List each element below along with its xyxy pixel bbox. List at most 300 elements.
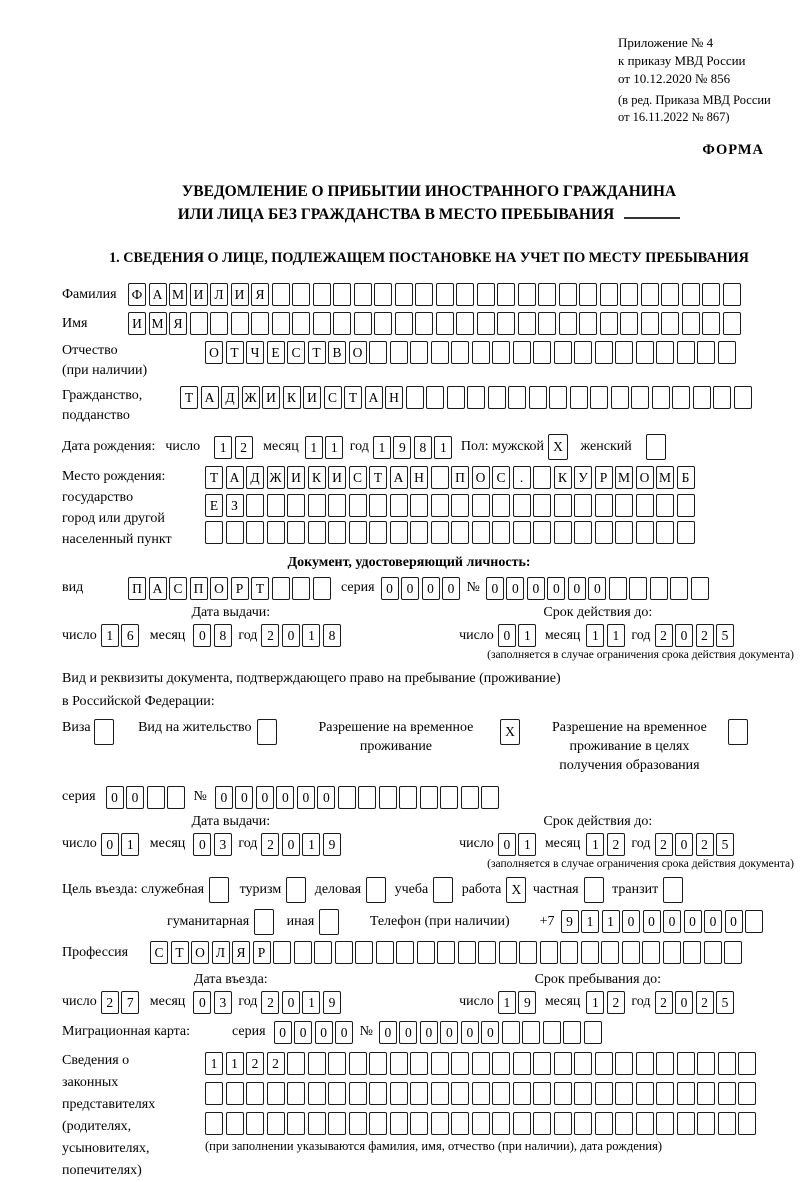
char-box[interactable] (697, 1112, 715, 1135)
char-box[interactable] (287, 1082, 305, 1105)
char-box[interactable]: С (287, 341, 305, 364)
char-box[interactable]: 0 (622, 910, 640, 933)
char-box[interactable] (354, 283, 372, 306)
char-box[interactable] (492, 1082, 510, 1105)
char-box[interactable]: 1 (602, 910, 620, 933)
char-box[interactable] (513, 521, 531, 544)
char-box[interactable] (390, 341, 408, 364)
char-box[interactable]: 0 (294, 1021, 312, 1044)
char-box[interactable] (205, 521, 223, 544)
char-box[interactable] (287, 1052, 305, 1075)
char-box[interactable] (415, 283, 433, 306)
char-box[interactable]: 0 (381, 577, 399, 600)
char-box[interactable]: Б (677, 466, 695, 489)
char-box[interactable] (308, 1082, 326, 1105)
char-box[interactable] (650, 577, 668, 600)
char-box[interactable] (615, 494, 633, 517)
char-box[interactable] (308, 1112, 326, 1135)
char-box[interactable] (436, 283, 454, 306)
char-box[interactable]: 0 (498, 624, 516, 647)
char-box[interactable]: 1 (434, 436, 452, 459)
char-box[interactable] (595, 1112, 613, 1135)
char-box[interactable] (433, 877, 453, 903)
char-box[interactable] (456, 283, 474, 306)
char-box[interactable] (570, 386, 588, 409)
char-box[interactable] (431, 466, 449, 489)
char-box[interactable] (410, 1052, 428, 1075)
char-box[interactable] (533, 1052, 551, 1075)
char-box[interactable] (410, 341, 428, 364)
char-box[interactable]: Т (226, 341, 244, 364)
char-box[interactable]: 0 (547, 577, 565, 600)
char-box[interactable]: 0 (215, 786, 233, 809)
char-box[interactable] (94, 719, 114, 745)
char-box[interactable]: Т (344, 386, 362, 409)
char-box[interactable] (661, 312, 679, 335)
char-box[interactable] (652, 386, 670, 409)
char-box[interactable] (472, 341, 490, 364)
char-box[interactable]: 5 (716, 624, 734, 647)
char-box[interactable] (451, 1112, 469, 1135)
char-box[interactable] (492, 1052, 510, 1075)
char-box[interactable] (472, 494, 490, 517)
char-box[interactable]: 0 (317, 786, 335, 809)
char-box[interactable] (693, 386, 711, 409)
char-box[interactable] (349, 1082, 367, 1105)
char-box[interactable]: 0 (401, 577, 419, 600)
char-box[interactable] (677, 1112, 695, 1135)
char-box[interactable] (477, 283, 495, 306)
char-box[interactable] (328, 1082, 346, 1105)
char-box[interactable]: 6 (121, 624, 139, 647)
char-box[interactable] (355, 941, 373, 964)
char-box[interactable] (431, 341, 449, 364)
char-box[interactable]: 0 (101, 833, 119, 856)
char-box[interactable]: Я (169, 312, 187, 335)
char-box[interactable] (451, 1052, 469, 1075)
char-box[interactable] (745, 910, 763, 933)
char-box[interactable] (682, 312, 700, 335)
char-box[interactable]: 0 (481, 1021, 499, 1044)
char-box[interactable]: 1 (518, 624, 536, 647)
char-box[interactable] (431, 1052, 449, 1075)
char-box[interactable]: 5 (716, 991, 734, 1014)
char-box[interactable]: 0 (399, 1021, 417, 1044)
char-box[interactable] (376, 941, 394, 964)
char-box[interactable] (267, 1112, 285, 1135)
char-box[interactable] (601, 941, 619, 964)
char-box[interactable] (226, 521, 244, 544)
char-box[interactable] (272, 312, 290, 335)
char-box[interactable]: 2 (607, 991, 625, 1014)
char-box[interactable] (286, 877, 306, 903)
char-box[interactable] (574, 1052, 592, 1075)
char-box[interactable]: 0 (335, 1021, 353, 1044)
char-box[interactable] (461, 786, 479, 809)
char-box[interactable]: К (283, 386, 301, 409)
char-box[interactable]: О (205, 341, 223, 364)
char-box[interactable] (697, 341, 715, 364)
char-box[interactable] (333, 283, 351, 306)
char-box[interactable] (636, 494, 654, 517)
char-box[interactable] (622, 941, 640, 964)
char-box[interactable] (395, 283, 413, 306)
char-box[interactable]: В (328, 341, 346, 364)
char-box[interactable] (287, 1112, 305, 1135)
char-box[interactable] (508, 386, 526, 409)
char-box[interactable]: Р (253, 941, 271, 964)
char-box[interactable] (415, 312, 433, 335)
char-box[interactable] (559, 283, 577, 306)
char-box[interactable]: С (150, 941, 168, 964)
char-box[interactable] (488, 386, 506, 409)
char-box[interactable]: 5 (716, 833, 734, 856)
char-box[interactable] (554, 1052, 572, 1075)
char-box[interactable] (467, 386, 485, 409)
char-box[interactable]: 0 (256, 786, 274, 809)
char-box[interactable] (574, 1112, 592, 1135)
char-box[interactable] (670, 577, 688, 600)
char-box[interactable]: 0 (106, 786, 124, 809)
char-box[interactable]: А (365, 386, 383, 409)
char-box[interactable] (209, 877, 229, 903)
char-box[interactable] (518, 283, 536, 306)
char-box[interactable] (529, 386, 547, 409)
char-box[interactable] (677, 341, 695, 364)
char-box[interactable]: Ж (267, 466, 285, 489)
char-box[interactable] (436, 312, 454, 335)
char-box[interactable] (369, 494, 387, 517)
char-box[interactable]: Т (308, 341, 326, 364)
char-box[interactable] (451, 341, 469, 364)
char-box[interactable]: Е (205, 494, 223, 517)
char-box[interactable] (600, 312, 618, 335)
char-box[interactable] (354, 312, 372, 335)
char-box[interactable] (379, 786, 397, 809)
char-box[interactable] (641, 283, 659, 306)
char-box[interactable] (390, 494, 408, 517)
char-box[interactable]: П (451, 466, 469, 489)
char-box[interactable] (533, 466, 551, 489)
char-box[interactable] (656, 1112, 674, 1135)
char-box[interactable] (724, 941, 742, 964)
char-box[interactable] (369, 1112, 387, 1135)
char-box[interactable] (246, 1112, 264, 1135)
char-box[interactable] (406, 386, 424, 409)
char-box[interactable] (369, 1082, 387, 1105)
char-box[interactable]: Т (171, 941, 189, 964)
char-box[interactable] (190, 312, 208, 335)
char-box[interactable] (328, 1112, 346, 1135)
char-box[interactable] (540, 941, 558, 964)
char-box[interactable] (472, 521, 490, 544)
char-box[interactable] (257, 719, 277, 745)
char-box[interactable] (728, 719, 748, 745)
char-box[interactable] (718, 1052, 736, 1075)
char-box[interactable] (477, 312, 495, 335)
char-box[interactable] (313, 312, 331, 335)
char-box[interactable] (636, 1112, 654, 1135)
char-box[interactable] (656, 1052, 674, 1075)
char-box[interactable]: У (574, 466, 592, 489)
char-box[interactable] (287, 494, 305, 517)
char-box[interactable]: 0 (506, 577, 524, 600)
char-box[interactable]: 1 (101, 624, 119, 647)
char-box[interactable] (426, 386, 444, 409)
char-box[interactable] (579, 312, 597, 335)
char-box[interactable]: И (190, 283, 208, 306)
char-box[interactable]: 1 (302, 833, 320, 856)
char-box[interactable] (366, 877, 386, 903)
char-box[interactable] (167, 786, 185, 809)
char-box[interactable] (677, 1082, 695, 1105)
char-box[interactable]: З (226, 494, 244, 517)
char-box[interactable]: М (656, 466, 674, 489)
char-box[interactable] (595, 494, 613, 517)
char-box[interactable] (677, 494, 695, 517)
char-box[interactable] (231, 312, 249, 335)
char-box[interactable]: О (636, 466, 654, 489)
char-box[interactable] (431, 1112, 449, 1135)
char-box[interactable] (734, 386, 752, 409)
char-box[interactable] (636, 341, 654, 364)
char-box[interactable] (369, 1052, 387, 1075)
char-box[interactable]: М (149, 312, 167, 335)
char-box[interactable] (272, 283, 290, 306)
char-box[interactable] (718, 341, 736, 364)
char-box[interactable] (349, 521, 367, 544)
char-box[interactable]: Л (210, 283, 228, 306)
char-box[interactable] (273, 941, 291, 964)
char-box[interactable] (554, 1112, 572, 1135)
char-box[interactable]: X (548, 434, 568, 460)
char-box[interactable]: И (303, 386, 321, 409)
char-box[interactable] (738, 1052, 756, 1075)
char-box[interactable]: А (390, 466, 408, 489)
char-box[interactable]: 1 (121, 833, 139, 856)
char-box[interactable]: С (324, 386, 342, 409)
char-box[interactable]: И (128, 312, 146, 335)
char-box[interactable] (704, 941, 722, 964)
char-box[interactable] (563, 1021, 581, 1044)
char-box[interactable] (472, 1112, 490, 1135)
char-box[interactable] (656, 494, 674, 517)
char-box[interactable] (513, 1112, 531, 1135)
char-box[interactable]: 0 (282, 991, 300, 1014)
char-box[interactable] (328, 1052, 346, 1075)
char-box[interactable] (478, 941, 496, 964)
char-box[interactable]: О (349, 341, 367, 364)
char-box[interactable] (390, 1052, 408, 1075)
char-box[interactable] (399, 786, 417, 809)
char-box[interactable] (410, 521, 428, 544)
char-box[interactable] (267, 494, 285, 517)
char-box[interactable] (554, 521, 572, 544)
char-box[interactable] (584, 1021, 602, 1044)
char-box[interactable] (595, 1082, 613, 1105)
char-box[interactable] (560, 941, 578, 964)
char-box[interactable]: 9 (561, 910, 579, 933)
char-box[interactable] (738, 1082, 756, 1105)
char-box[interactable] (663, 941, 681, 964)
char-box[interactable] (272, 577, 290, 600)
char-box[interactable] (390, 1112, 408, 1135)
char-box[interactable]: Р (595, 466, 613, 489)
char-box[interactable] (677, 1052, 695, 1075)
char-box[interactable] (492, 1112, 510, 1135)
char-box[interactable] (656, 341, 674, 364)
char-box[interactable]: Л (212, 941, 230, 964)
char-box[interactable] (308, 1052, 326, 1075)
char-box[interactable] (267, 521, 285, 544)
char-box[interactable] (615, 1112, 633, 1135)
char-box[interactable]: К (308, 466, 326, 489)
char-box[interactable] (663, 877, 683, 903)
char-box[interactable]: 0 (675, 624, 693, 647)
char-box[interactable] (738, 1112, 756, 1135)
char-box[interactable] (677, 521, 695, 544)
char-box[interactable]: К (554, 466, 572, 489)
char-box[interactable] (492, 521, 510, 544)
char-box[interactable]: Ж (242, 386, 260, 409)
char-box[interactable] (492, 341, 510, 364)
char-box[interactable]: 1 (325, 436, 343, 459)
char-box[interactable]: 0 (498, 833, 516, 856)
char-box[interactable] (294, 941, 312, 964)
char-box[interactable]: 2 (246, 1052, 264, 1075)
char-box[interactable] (472, 1052, 490, 1075)
char-box[interactable] (492, 494, 510, 517)
char-box[interactable]: 0 (675, 991, 693, 1014)
char-box[interactable] (533, 521, 551, 544)
char-box[interactable] (513, 494, 531, 517)
char-box[interactable]: 1 (586, 624, 604, 647)
char-box[interactable] (615, 341, 633, 364)
char-box[interactable] (600, 283, 618, 306)
char-box[interactable] (584, 877, 604, 903)
char-box[interactable]: 2 (235, 436, 253, 459)
char-box[interactable]: Т (180, 386, 198, 409)
char-box[interactable]: 2 (261, 624, 279, 647)
char-box[interactable] (513, 341, 531, 364)
char-box[interactable] (451, 1082, 469, 1105)
char-box[interactable]: 0 (725, 910, 743, 933)
char-box[interactable]: А (201, 386, 219, 409)
char-box[interactable]: Я (251, 283, 269, 306)
char-box[interactable]: 2 (267, 1052, 285, 1075)
char-box[interactable] (417, 941, 435, 964)
char-box[interactable] (390, 521, 408, 544)
char-box[interactable]: 3 (214, 991, 232, 1014)
char-box[interactable]: 0 (588, 577, 606, 600)
char-box[interactable] (431, 1082, 449, 1105)
char-box[interactable] (574, 521, 592, 544)
char-box[interactable] (538, 312, 556, 335)
char-box[interactable] (697, 1082, 715, 1105)
char-box[interactable]: 7 (121, 991, 139, 1014)
char-box[interactable]: 1 (581, 910, 599, 933)
char-box[interactable]: Ф (128, 283, 146, 306)
char-box[interactable]: 1 (586, 991, 604, 1014)
char-box[interactable] (522, 1021, 540, 1044)
char-box[interactable]: 9 (518, 991, 536, 1014)
char-box[interactable] (287, 521, 305, 544)
char-box[interactable] (641, 312, 659, 335)
char-box[interactable] (513, 1082, 531, 1105)
char-box[interactable]: 0 (193, 833, 211, 856)
char-box[interactable] (559, 312, 577, 335)
char-box[interactable] (518, 312, 536, 335)
char-box[interactable] (682, 283, 700, 306)
char-box[interactable] (333, 312, 351, 335)
char-box[interactable] (420, 786, 438, 809)
char-box[interactable] (328, 494, 346, 517)
char-box[interactable]: 3 (214, 833, 232, 856)
char-box[interactable] (451, 494, 469, 517)
char-box[interactable]: 2 (696, 833, 714, 856)
char-box[interactable]: Т (369, 466, 387, 489)
char-box[interactable] (390, 1082, 408, 1105)
char-box[interactable] (499, 941, 517, 964)
char-box[interactable] (533, 494, 551, 517)
char-box[interactable]: С (492, 466, 510, 489)
char-box[interactable] (554, 341, 572, 364)
char-box[interactable] (702, 283, 720, 306)
char-box[interactable]: И (328, 466, 346, 489)
char-box[interactable]: 1 (302, 624, 320, 647)
char-box[interactable]: 0 (527, 577, 545, 600)
char-box[interactable] (292, 312, 310, 335)
char-box[interactable]: 0 (461, 1021, 479, 1044)
char-box[interactable]: 0 (486, 577, 504, 600)
char-box[interactable] (226, 1082, 244, 1105)
char-box[interactable] (629, 577, 647, 600)
char-box[interactable] (533, 341, 551, 364)
char-box[interactable]: 0 (440, 1021, 458, 1044)
char-box[interactable]: П (190, 577, 208, 600)
char-box[interactable] (335, 941, 353, 964)
char-box[interactable]: О (191, 941, 209, 964)
char-box[interactable]: 1 (305, 436, 323, 459)
char-box[interactable] (533, 1082, 551, 1105)
char-box[interactable] (369, 341, 387, 364)
char-box[interactable] (611, 386, 629, 409)
char-box[interactable] (349, 494, 367, 517)
char-box[interactable] (374, 312, 392, 335)
char-box[interactable]: 0 (420, 1021, 438, 1044)
char-box[interactable] (549, 386, 567, 409)
char-box[interactable] (410, 1082, 428, 1105)
char-box[interactable]: О (472, 466, 490, 489)
char-box[interactable] (319, 909, 339, 935)
char-box[interactable]: 1 (498, 991, 516, 1014)
char-box[interactable]: 2 (655, 624, 673, 647)
char-box[interactable]: 0 (297, 786, 315, 809)
char-box[interactable]: 0 (315, 1021, 333, 1044)
char-box[interactable]: Т (251, 577, 269, 600)
char-box[interactable]: 9 (323, 991, 341, 1014)
char-box[interactable]: И (231, 283, 249, 306)
char-box[interactable]: 2 (696, 991, 714, 1014)
char-box[interactable] (349, 1112, 367, 1135)
char-box[interactable]: 0 (684, 910, 702, 933)
char-box[interactable] (437, 941, 455, 964)
char-box[interactable]: 2 (655, 833, 673, 856)
char-box[interactable] (502, 1021, 520, 1044)
char-box[interactable]: 1 (373, 436, 391, 459)
char-box[interactable] (246, 494, 264, 517)
char-box[interactable] (246, 1082, 264, 1105)
